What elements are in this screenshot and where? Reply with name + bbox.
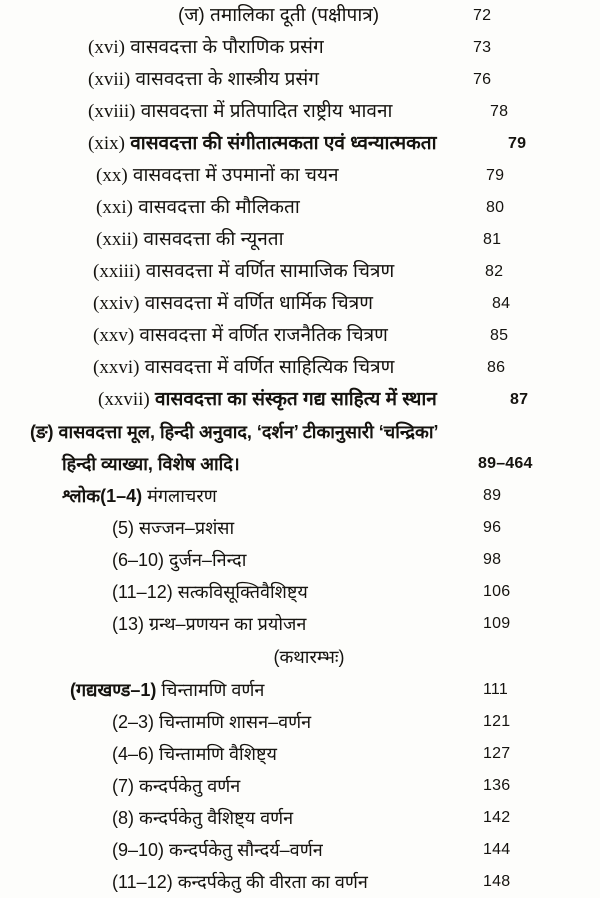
toc-entry-label	[93, 352, 394, 384]
toc-entry-title: वासवदत्ता में वर्णित साहित्यिक चित्रण	[139, 357, 395, 378]
toc-entry-label	[96, 192, 300, 224]
toc-entry-page-number: 87	[510, 391, 529, 408]
toc-entry-marker: (xix)	[88, 133, 125, 154]
toc-entry-marker: (xxvi)	[93, 357, 140, 378]
gadya-entry-g07	[0, 866, 600, 898]
toc-entry-e04	[0, 96, 600, 128]
toc-entry-title: चिन्तामणि शासन–वर्णन	[154, 712, 312, 732]
toc-entry-page-number: 78	[490, 103, 509, 120]
toc-entry-label	[112, 512, 234, 544]
toc-entry-marker: (xvi)	[88, 37, 125, 58]
section-g-line-2-text: हिन्दी व्याख्या, विशेष आदि।	[62, 454, 240, 474]
toc-entry-title: चिन्तामणि वर्णन	[156, 680, 265, 700]
toc-entry-label	[88, 32, 324, 64]
toc-entry-page-number: 80	[486, 199, 505, 216]
toc-entry-page-number: 81	[483, 231, 502, 248]
toc-entry-marker: (xvii)	[88, 69, 131, 90]
toc-entry-label	[112, 802, 293, 834]
toc-entry-page-number: 106	[483, 583, 511, 600]
toc-entry-e01	[0, 0, 600, 32]
shloka-entry-s03	[0, 544, 600, 576]
toc-entry-title: वासवदत्ता की न्यूनता	[138, 229, 284, 250]
toc-entry-page-number: 86	[487, 359, 506, 376]
toc-entry-label	[112, 866, 368, 898]
section-g-line-1	[0, 416, 600, 448]
toc-entry-label	[96, 160, 339, 192]
toc-entry-e08	[0, 224, 600, 256]
toc-entry-page-number: 98	[483, 551, 502, 568]
gadya-entry-g01	[0, 674, 600, 706]
shloka-entry-s01	[0, 480, 600, 512]
toc-entry-label	[112, 544, 246, 576]
toc-entry-label	[93, 256, 394, 288]
toc-entry-marker: (8)	[112, 808, 134, 828]
toc-entry-marker: (xxvii)	[98, 389, 150, 410]
toc-entry-e02	[0, 32, 600, 64]
toc-entry-e12	[0, 352, 600, 384]
toc-entry-page-number: 84	[492, 295, 511, 312]
toc-entry-e09	[0, 256, 600, 288]
toc-entry-title: कन्दर्पकेतु की वीरता का वर्णन	[172, 872, 368, 892]
toc-entry-marker: (5)	[112, 518, 134, 538]
shloka-entry-s02	[0, 512, 600, 544]
toc-entry-marker: (xxiv)	[93, 293, 140, 314]
toc-entry-page-number: 76	[473, 71, 492, 88]
toc-entry-marker: (4–6)	[112, 744, 155, 764]
toc-entry-e10	[0, 288, 600, 320]
toc-entry-title: वासवदत्ता में वर्णित धार्मिक चित्रण	[139, 293, 373, 314]
toc-entry-marker: (11–12)	[112, 582, 173, 602]
toc-entry-page-number: 109	[483, 615, 511, 632]
toc-entry-title: वासवदत्ता में वर्णित राजनैतिक चित्रण	[134, 325, 388, 346]
toc-entry-marker: (6–10)	[112, 550, 165, 570]
toc-entry-page-number: 72	[473, 7, 492, 24]
toc-entry-label	[98, 384, 437, 416]
toc-entry-page-number: 82	[485, 263, 504, 280]
toc-entry-title: वासवदत्ता का संस्कृत गद्य साहित्य में स्थान	[149, 389, 437, 410]
toc-entry-title: सत्कविसूक्तिवैशिष्ट्य	[172, 582, 308, 602]
toc-entry-title: वासवदत्ता की मौलिकता	[132, 197, 300, 218]
toc-entry-marker: (xxv)	[93, 325, 135, 346]
gadya-entry-g05	[0, 802, 600, 834]
toc-entry-e05	[0, 128, 600, 160]
toc-entry-page-number: 111	[483, 681, 508, 698]
section-g-marker-and-text	[30, 416, 438, 448]
gadya-entry-g03	[0, 738, 600, 770]
section-g-marker: (ङ)	[30, 422, 54, 442]
toc-entry-title: तमालिका दूती (पक्षीपात्र)	[204, 5, 380, 26]
toc-entry-page-number: 144	[483, 841, 511, 858]
toc-entry-marker: श्लोक(1–4)	[62, 486, 143, 506]
toc-entry-e13	[0, 384, 600, 416]
toc-entry-title: कन्दर्पकेतु वैशिष्ट्य वर्णन	[134, 808, 294, 828]
gadya-entry-g06	[0, 834, 600, 866]
toc-entry-label	[112, 576, 308, 608]
toc-entry-title: कन्दर्पकेतु वर्णन	[134, 776, 241, 796]
toc-entry-marker: (xxii)	[96, 229, 139, 250]
toc-entry-label	[93, 288, 373, 320]
toc-entry-label	[88, 64, 319, 96]
toc-entry-label	[70, 674, 264, 706]
toc-entry-page-number: 142	[483, 809, 511, 826]
section-g-line-2	[0, 448, 600, 480]
toc-entry-page-number: 85	[490, 327, 509, 344]
toc-entry-label	[112, 738, 277, 770]
toc-entry-marker: (ज)	[178, 5, 205, 26]
toc-entry-label	[112, 770, 240, 802]
toc-entry-label	[88, 128, 437, 160]
toc-entry-marker: (2–3)	[112, 712, 155, 732]
toc-entry-page-number: 127	[483, 745, 511, 762]
toc-entry-e06	[0, 160, 600, 192]
shloka-entry-s04	[0, 576, 600, 608]
katha-heading-row	[0, 640, 600, 674]
toc-entry-page-number: 121	[483, 713, 511, 730]
toc-entry-title: वासवदत्ता में प्रतिपादित राष्ट्रीय भावना	[135, 101, 393, 122]
toc-entry-title: वासवदत्ता के शास्त्रीय प्रसंग	[130, 69, 319, 90]
toc-entry-title: मंगलाचरण	[142, 486, 217, 506]
toc-entry-page-number: 96	[483, 519, 502, 536]
toc-entry-page-number: 148	[483, 873, 511, 890]
katha-heading: (कथारम्भः)	[273, 647, 345, 667]
toc-entry-e11	[0, 320, 600, 352]
toc-entry-title: सज्जन–प्रशंसा	[134, 518, 235, 538]
toc-entry-e03	[0, 64, 600, 96]
toc-entry-label	[112, 834, 323, 866]
toc-entry-marker: (9–10)	[112, 840, 165, 860]
toc-entry-page-number: 89	[483, 487, 502, 504]
toc-entry-title: वासवदत्ता में वर्णित सामाजिक चित्रण	[140, 261, 395, 282]
toc-entry-marker: (11–12)	[112, 872, 173, 892]
toc-entry-label	[88, 96, 392, 128]
toc-entry-title: कन्दर्पकेतु सौन्दर्य–वर्णन	[164, 840, 323, 860]
toc-entry-label	[112, 706, 311, 738]
gadya-entry-g04	[0, 770, 600, 802]
toc-entry-marker: (xviii)	[88, 101, 136, 122]
toc-entry-page-number: 136	[483, 777, 511, 794]
toc-entry-title: दुर्जन–निन्दा	[164, 550, 247, 570]
toc-entry-label	[178, 0, 379, 32]
toc-entry-title: वासवदत्ता के पौराणिक प्रसंग	[124, 37, 324, 58]
toc-entry-marker: (13)	[112, 614, 145, 634]
toc-entry-marker: (xxi)	[96, 197, 133, 218]
toc-entry-e07	[0, 192, 600, 224]
toc-entry-title: वासवदत्ता में उपमानों का चयन	[127, 165, 339, 186]
toc-entry-label	[96, 224, 284, 256]
toc-entry-label	[62, 480, 217, 512]
toc-entry-label	[93, 320, 388, 352]
toc-entry-page-number: 79	[508, 135, 527, 152]
section-g-line-1-text: वासवदत्ता मूल, हिन्दी अनुवाद, ‘दर्शन’ टीकानुसारी ‘चन्द्रिका’	[53, 422, 439, 442]
toc-entry-title: वासवदत्ता की संगीतात्मकता एवं ध्वन्यात्मकता	[124, 133, 437, 154]
shloka-entry-s05	[0, 608, 600, 640]
toc-entry-title: ग्रन्थ–प्रणयन का प्रयोजन	[144, 614, 307, 634]
toc-entry-marker: (xx)	[96, 165, 128, 186]
toc-entry-page-number: 79	[486, 167, 505, 184]
toc-entry-label	[112, 608, 306, 640]
toc-entry-page-number: 73	[473, 39, 492, 56]
toc-entry-title: चिन्तामणि वैशिष्ट्य	[154, 744, 277, 764]
toc-entry-marker: (7)	[112, 776, 134, 796]
toc-entry-marker: (गद्यखण्ड–1)	[70, 680, 157, 700]
toc-entry-marker: (xxiii)	[93, 261, 141, 282]
section-g-page-range: 89–464	[478, 455, 533, 472]
gadya-entry-g02	[0, 706, 600, 738]
